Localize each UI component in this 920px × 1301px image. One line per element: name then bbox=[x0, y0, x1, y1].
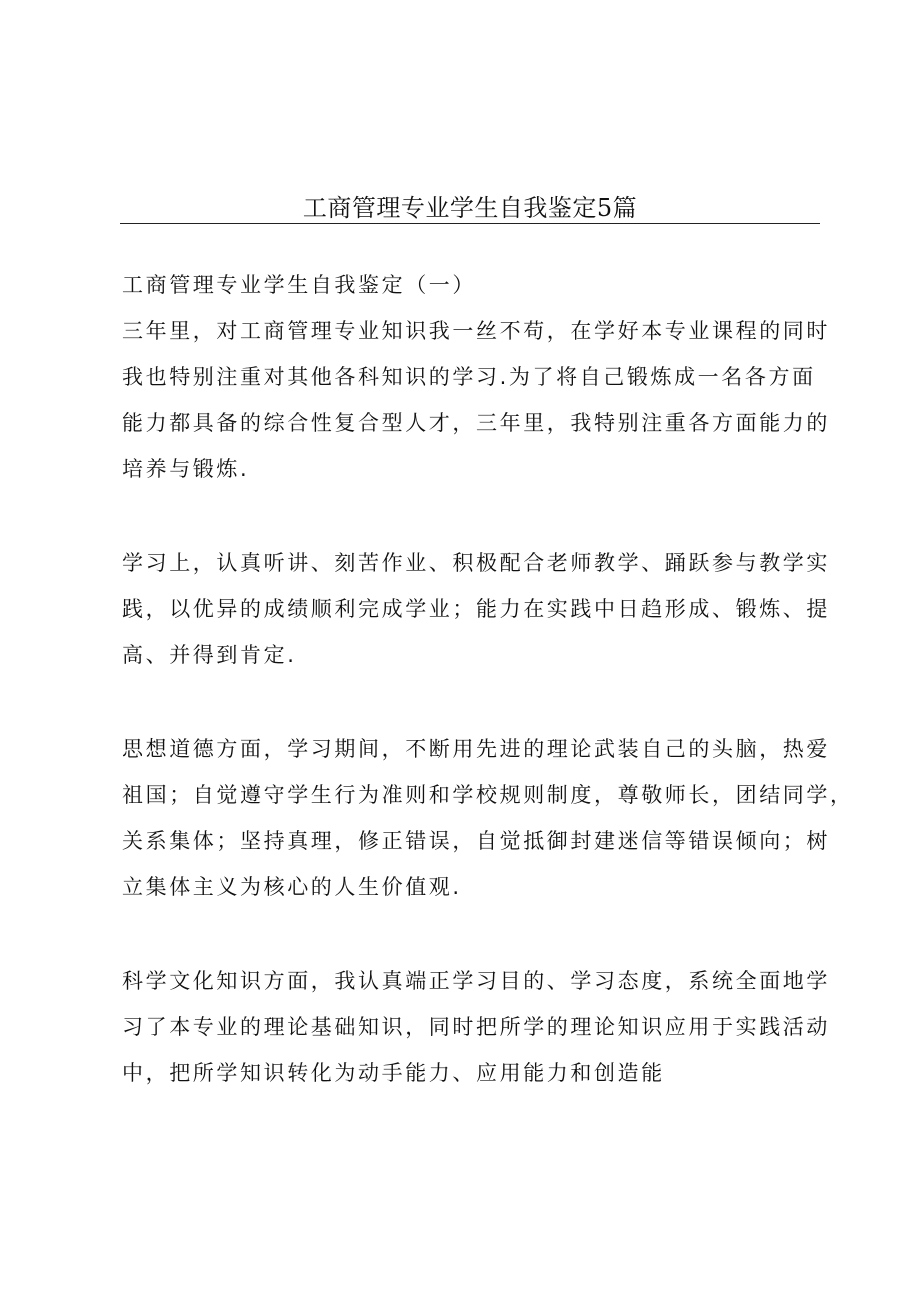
paragraph-line: 践，以优异的成绩顺利完成学业；能力在实践中日趋形成、锻炼、提 bbox=[122, 597, 830, 621]
paragraph-line: 能力都具备的综合性复合型人才，三年里，我特别注重各方面能力的 bbox=[122, 411, 830, 435]
paragraph-line: 我也特别注重对其他各科知识的学习.为了将自己锻炼成一名各方面 bbox=[122, 365, 816, 389]
paragraph-line: 三年里，对工商管理专业知识我一丝不苟，在学好本专业课程的同时 bbox=[122, 319, 830, 343]
paragraph-line: 思想道德方面，学习期间，不断用先进的理论武装自己的头脑，热爱 bbox=[122, 737, 830, 761]
section-heading-text: 工商管理专业学生自我鉴定（一） bbox=[122, 273, 476, 297]
document-body bbox=[122, 262, 854, 1096]
document-title: 工商管理专业学生自我鉴定5篇 bbox=[302, 194, 638, 222]
title-underline bbox=[120, 223, 820, 224]
paragraph-line: 祖国；自觉遵守学生行为准则和学校规则制度，尊敬师长，团结同学， bbox=[122, 783, 854, 807]
paragraph-line: 中，把所学知识转化为动手能力、应用能力和创造能 bbox=[122, 1061, 665, 1085]
paragraph-4 bbox=[122, 958, 832, 1096]
section-heading bbox=[122, 262, 832, 308]
paragraph-1 bbox=[122, 308, 832, 492]
paragraph-line: 培养与锻炼. bbox=[122, 457, 250, 481]
paragraph-3 bbox=[122, 726, 854, 910]
paragraph-line: 学习上，认真听讲、刻苦作业、积极配合老师教学、踊跃参与教学实 bbox=[122, 551, 830, 575]
paragraph-2 bbox=[122, 540, 832, 678]
paragraph-line: 高、并得到肯定. bbox=[122, 643, 297, 667]
paragraph-line: 关系集体；坚持真理，修正错误，自觉抵御封建迷信等错误倾向；树 bbox=[122, 829, 830, 853]
paragraph-line: 立集体主义为核心的人生价值观. bbox=[122, 875, 462, 899]
paragraph-line: 习了本专业的理论基础知识，同时把所学的理论知识应用于实践活动 bbox=[122, 1015, 830, 1039]
paragraph-line: 科学文化知识方面，我认真端正学习目的、学习态度，系统全面地学 bbox=[122, 969, 830, 993]
